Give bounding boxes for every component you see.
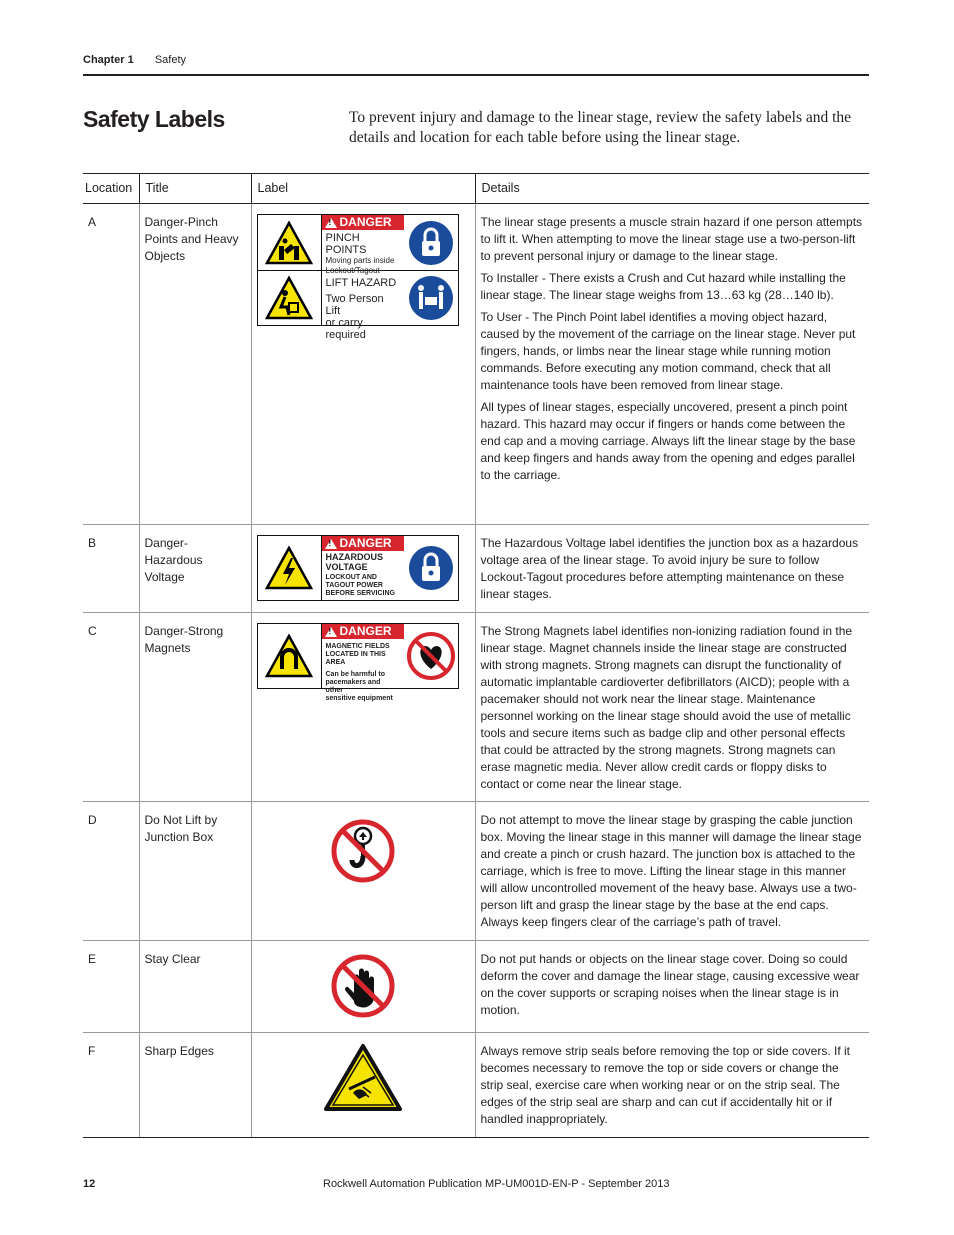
lockout-mandatory-icon <box>404 536 458 600</box>
column-header-label: Label <box>251 174 475 204</box>
location-cell: A <box>83 204 139 525</box>
running-head <box>83 54 186 66</box>
location-cell: E <box>83 941 139 1033</box>
label-cell <box>251 802 475 941</box>
location-cell: D <box>83 802 139 941</box>
label-cell <box>251 1033 475 1138</box>
table-row <box>83 525 869 613</box>
column-header-title: Title <box>139 174 251 204</box>
title-cell: Danger-Pinch Points and Heavy Objects <box>139 204 251 525</box>
danger-header: ! DANGER <box>322 536 404 551</box>
section-label: Safety <box>154 54 186 66</box>
danger-header: ! DANGER <box>322 624 404 639</box>
details-cell: Do not put hands or objects on the linear stage cover. Doing so could deform the cover and damage the linear stage, causing excessive wear on the cover supports or scraping noises when the linear stage is in motion. <box>475 941 869 1033</box>
no-lift-hook-icon <box>330 816 396 886</box>
label-cell <box>251 613 475 802</box>
warning-triangle-icon <box>325 627 337 637</box>
details-cell: The Strong Magnets label identifies non-ionizing radiation found in the linear stage. Magnet channels inside the linear stage are constructed with strong magnets. Strong magnets can disrupt the functionality of automatic implantable cardioverter defibrillators (AICD); people with a pacemaker should not work near the linear stage. Maintenance personnel working on the linear stage should avoid the use of metallic tools and secure items such as badge clip and other personal effects that could be attracted by the strong magnets. Strong magnets can erase magnetic media. Never allow credit cards or floppy disks to contact or come near the linear stage. <box>475 613 869 802</box>
page-number: 12 <box>83 1178 96 1190</box>
title-cell: Danger-Strong Magnets <box>139 613 251 802</box>
location-cell: C <box>83 613 139 802</box>
no-touch-hand-icon <box>330 953 396 1019</box>
electric-shock-pictogram-icon <box>258 536 322 600</box>
location-cell: B <box>83 525 139 613</box>
hazardous-voltage-danger-label: ! DANGER HAZARDOUS VOLTAGE LOCKOUT AND TAGOUT POWER BEFORE SERVICING <box>257 535 459 601</box>
details-cell: The Hazardous Voltage label identifies the junction box as a hazardous voltage area of the linear stage. To avoid injury be sure to follow Lockout-Tagout procedures before attempting maintenance on these linear stages. <box>475 525 869 613</box>
table-header-row <box>83 174 869 204</box>
column-header-location: Location <box>83 174 139 204</box>
details-cell: Always remove strip seals before removing the top or side covers. If it becomes necessary to remove the top or side covers or change the strip seal, exercise care when working near or on the strip seal. The edges of the strip seal are sharp and can cut if accidentally hit or if handled inappropriately. <box>475 1033 869 1138</box>
table-row <box>83 802 869 941</box>
danger-header: ! DANGER <box>322 215 404 230</box>
title-cell: Stay Clear <box>139 941 251 1033</box>
pinch-point-pictogram-icon <box>258 215 322 270</box>
location-cell: F <box>83 1033 139 1138</box>
header-rule <box>83 74 869 76</box>
pinch-lift-danger-label: ! DANGER PINCH POINTS Moving parts inside Lockout/Tagout LIFT HAZARD Two Person Lift or carry required <box>257 214 459 326</box>
title-cell: Danger-Hazardous Voltage <box>139 525 251 613</box>
title-cell: Sharp Edges <box>139 1033 251 1138</box>
title-cell: Do Not Lift by Junction Box <box>139 802 251 941</box>
two-person-lift-mandatory-icon <box>404 271 458 325</box>
details-cell: Do not attempt to move the linear stage by grasping the cable junction box. Moving the linear stage in this manner will damage the linear stage and create a pinch or crush hazard. The junction box is attached to the carriage, which is free to move. Lifting the linear stage in this manner will allow uncontrolled movement of the heavy base. Always use a two-person lift and grasp the linear stage by the base at the end caps. Always keep fingers clear of the carriage’s path of travel. <box>475 802 869 941</box>
magnet-pictogram-icon <box>258 624 322 688</box>
label-cell <box>251 941 475 1033</box>
lift-hazard-pictogram-icon <box>258 271 322 325</box>
table-row <box>83 204 869 525</box>
strong-magnets-danger-label: ! DANGER MAGNETIC FIELDS LOCATED IN THIS AREA Can be harmful to pacemakers and other sensitive equipment <box>257 623 459 689</box>
table-row <box>83 1033 869 1138</box>
warning-triangle-icon <box>325 218 337 228</box>
lockout-mandatory-icon <box>404 215 458 270</box>
column-header-details: Details <box>475 174 869 204</box>
table-row <box>83 613 869 802</box>
no-pacemaker-icon <box>404 624 458 688</box>
sharp-edges-warning-icon <box>323 1043 403 1113</box>
safety-labels-table <box>83 173 869 1138</box>
label-cell <box>251 204 475 525</box>
table-row <box>83 941 869 1033</box>
label-cell <box>251 525 475 613</box>
page-title: Safety Labels <box>83 106 225 132</box>
warning-triangle-icon <box>325 539 337 549</box>
details-cell: The linear stage presents a muscle strain hazard if one person attempts to lift it. When attempting to move the linear stage use a two-person-lift to prevent personal injury or damage to the linear stage. To Installer - There exists a Crush and Cut hazard while installing the linear stage. The linear stage weighs from 13…63 kg (28…140 lb). To User - The Pinch Point label identifies a moving object hazard, caused by the movement of the carriage on the linear stage. Never put fingers, hands, or limbs near the linear stage while running motion commands. Before executing any motion command, check that all maintenance tools have been removed from linear stage. All types of linear stages, especially uncovered, present a pinch point hazard. This hazard may occur if fingers or hands come between the end cap and a moving carriage. Always lift the linear stage by the base and keep fingers and hands away from the opening and edges parallel to the carriage. <box>475 204 869 525</box>
chapter-label: Chapter 1 <box>83 54 134 66</box>
publication-footer: Rockwell Automation Publication MP-UM001D-EN-P - September 2013 <box>323 1178 670 1190</box>
intro-paragraph: To prevent injury and damage to the linear stage, review the safety labels and the details and location for each table before using the linear stage. <box>349 109 852 146</box>
